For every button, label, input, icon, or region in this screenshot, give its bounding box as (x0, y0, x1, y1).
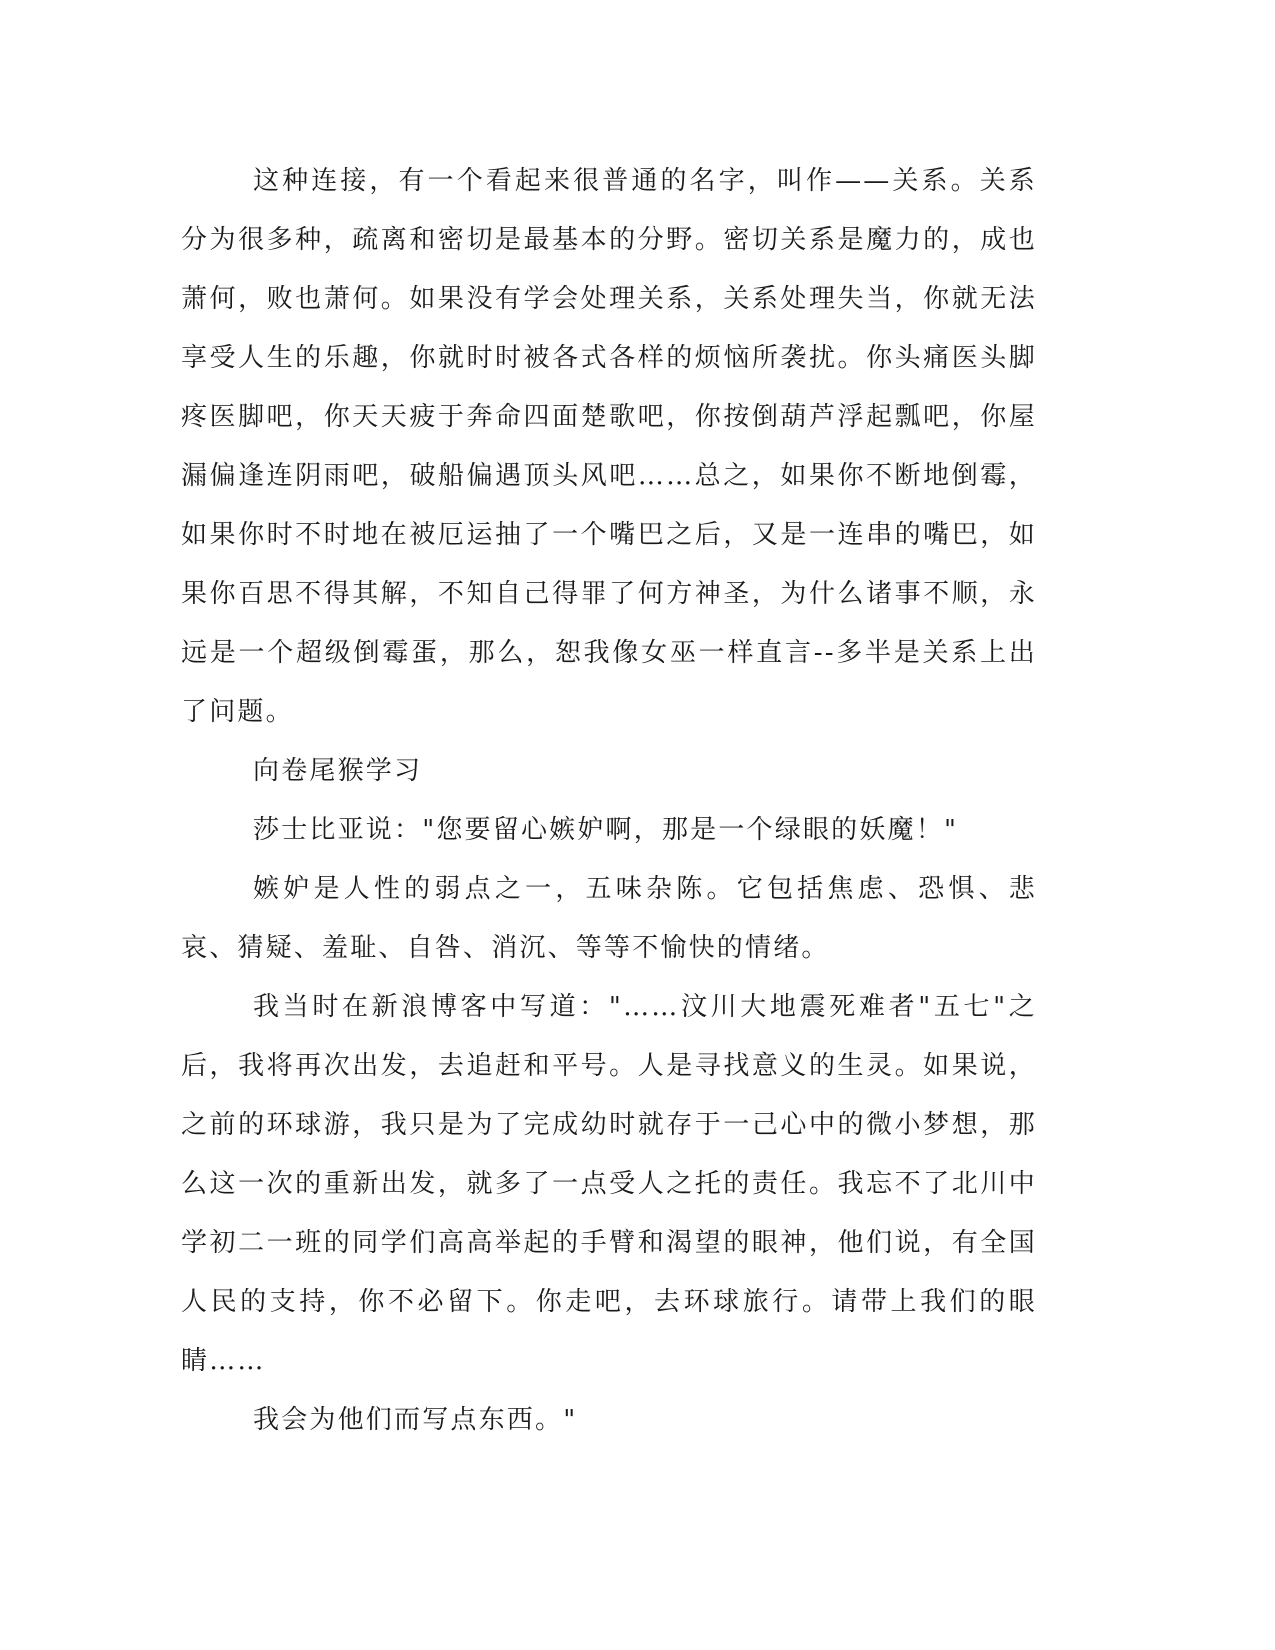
section-heading: 向卷尾猴学习 (253, 756, 423, 786)
paragraph-relationship: 这种连接，有一个看起来很普通的名字，叫作——关系。关系分为很多种，疏离和密切是最基本的分野。密切关系是魔力的，成也萧何，败也萧何。如果没有学会处理关系，关系处理失当，你就无法享受人生的乐趣，你就时时被各式各样的烦恼所袭扰。你头痛医头脚疼医脚吧，你天天疲于奔命四面楚歌吧，你按倒葫芦浮起瓢吧，你屋漏偏逢连阴雨吧，破船偏遇顶头风吧……总之，如果你不断地倒霉，如果你时不时地在被厄运抽了一个嘴巴之后，又是一连串的嘴巴，如果你百思不得其解，不知自己得罪了何方神圣，为什么诸事不顺，永远是一个超级倒霉蛋，那么，恕我像女巫一样直言--多半是关系上出了问题。 (181, 166, 1037, 727)
paragraph-jealousy: 嫉妒是人性的弱点之一，五味杂陈。它包括焦虑、恐惧、悲哀、猜疑、羞耻、自咎、消沉、等等不愉快的情绪。 (181, 874, 1037, 963)
paragraph-shakespeare-quote: 莎士比亚说："您要留心嫉妒啊，那是一个绿眼的妖魔！" (253, 815, 959, 845)
paragraph-closing: 我会为他们而写点东西。" (253, 1405, 578, 1435)
paragraph-blog-excerpt: 我当时在新浪博客中写道："……汶川大地震死难者"五七"之后，我将再次出发，去追赶和平号。人是寻找意义的生灵。如果说，之前的环球游，我只是为了完成幼时就存于一己心中的微小梦想，那么这一次的重新出发，就多了一点受人之托的责任。我忘不了北川中学初二一班的同学们高高举起的手臂和渴望的眼神，他们说，有全国人民的支持，你不必留下。你走吧，去环球旅行。请带上我们的眼睛…… (181, 992, 1037, 1376)
document-body (181, 152, 1037, 1450)
